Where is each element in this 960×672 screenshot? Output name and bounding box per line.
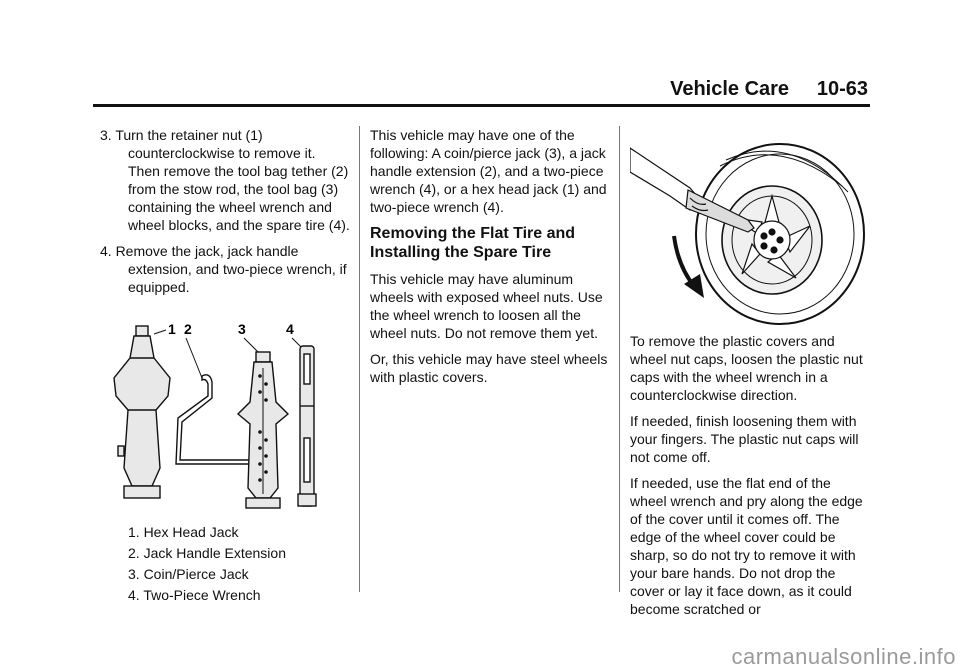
legend-item-1: 1. Hex Head Jack: [128, 524, 239, 540]
pry-cover-paragraph: If needed, use the flat end of the wheel wrench and pry along the edge of the cover until it comes off. The edge of the wheel cover could be sharp, so do not try to remove it with your bare hands. Do not drop the cover or lay it face down, as it could become scratched or: [630, 475, 863, 617]
step-3: [100, 126, 350, 234]
step-4-first-line: 4. Remove the jack, jack handle: [100, 243, 299, 259]
two-piece-wrench-shape: [298, 346, 316, 506]
callout-label-3: 3: [238, 321, 246, 337]
legend-item-2: 2. Jack Handle Extension: [128, 545, 286, 561]
header-rule: [93, 104, 870, 107]
steel-wheels-paragraph: Or, this vehicle may have steel wheels with plastic covers.: [370, 351, 608, 385]
page-header-title: Vehicle Care 10-63: [670, 78, 868, 100]
coin-pierce-jack-shape: [238, 352, 288, 508]
column-divider-right: [619, 126, 620, 592]
jack-tools-illustration: [110, 318, 340, 513]
callout-label-2: 2: [184, 321, 192, 337]
watermark-text: carmanualsonline.info: [731, 644, 956, 669]
callout-label-1: 1: [168, 321, 176, 337]
tire-wrench-illustration: [630, 126, 870, 326]
fingers-paragraph: If needed, finish loosening them with your fingers. The plastic nut caps will not come off.: [630, 413, 859, 465]
figure-legend: [100, 523, 350, 604]
legend-item-3: 3. Coin/Pierce Jack: [128, 566, 249, 582]
hex-head-jack-shape: [114, 326, 170, 498]
column-divider-left: [359, 126, 360, 592]
callout-label-4: 4: [286, 321, 294, 337]
plastic-covers-paragraph: To remove the plastic covers and wheel nut caps, loosen the plastic nut caps with the wheel wrench in a counterclockwise direction.: [630, 333, 863, 403]
legend-item-4: 4. Two-Piece Wrench: [128, 587, 261, 603]
step-3-first-line: 3. Turn the retainer nut (1): [100, 127, 263, 143]
step-4-text: extension, and two-piece wrench, if equipped.: [128, 261, 347, 295]
column-left: [100, 126, 350, 607]
step-3-text: counterclockwise to remove it. Then remove the tool bag tether (2) from the stow rod, the tool bag (3) containing the wheel wrench and wheel blocks, and the spare tire (4).: [128, 145, 350, 233]
aluminum-wheels-paragraph: This vehicle may have aluminum wheels with exposed wheel nuts. Use the wheel wrench to loosen all the wheel nuts. Do not remove them yet.: [370, 271, 603, 341]
step-4: [100, 242, 350, 296]
section-heading: Removing the Flat Tire and Installing the Spare Tire: [370, 225, 576, 261]
column-right: [630, 126, 870, 626]
jack-handle-extension-shape: [176, 375, 254, 464]
intro-paragraph: This vehicle may have one of the following: A coin/pierce jack (3), a jack handle extension (2), and a two-piece wrench (4), or a hex head jack (1) and two-piece wrench (4).: [370, 127, 607, 215]
column-middle: [370, 126, 610, 394]
counterclockwise-arrow-icon: [674, 236, 694, 286]
